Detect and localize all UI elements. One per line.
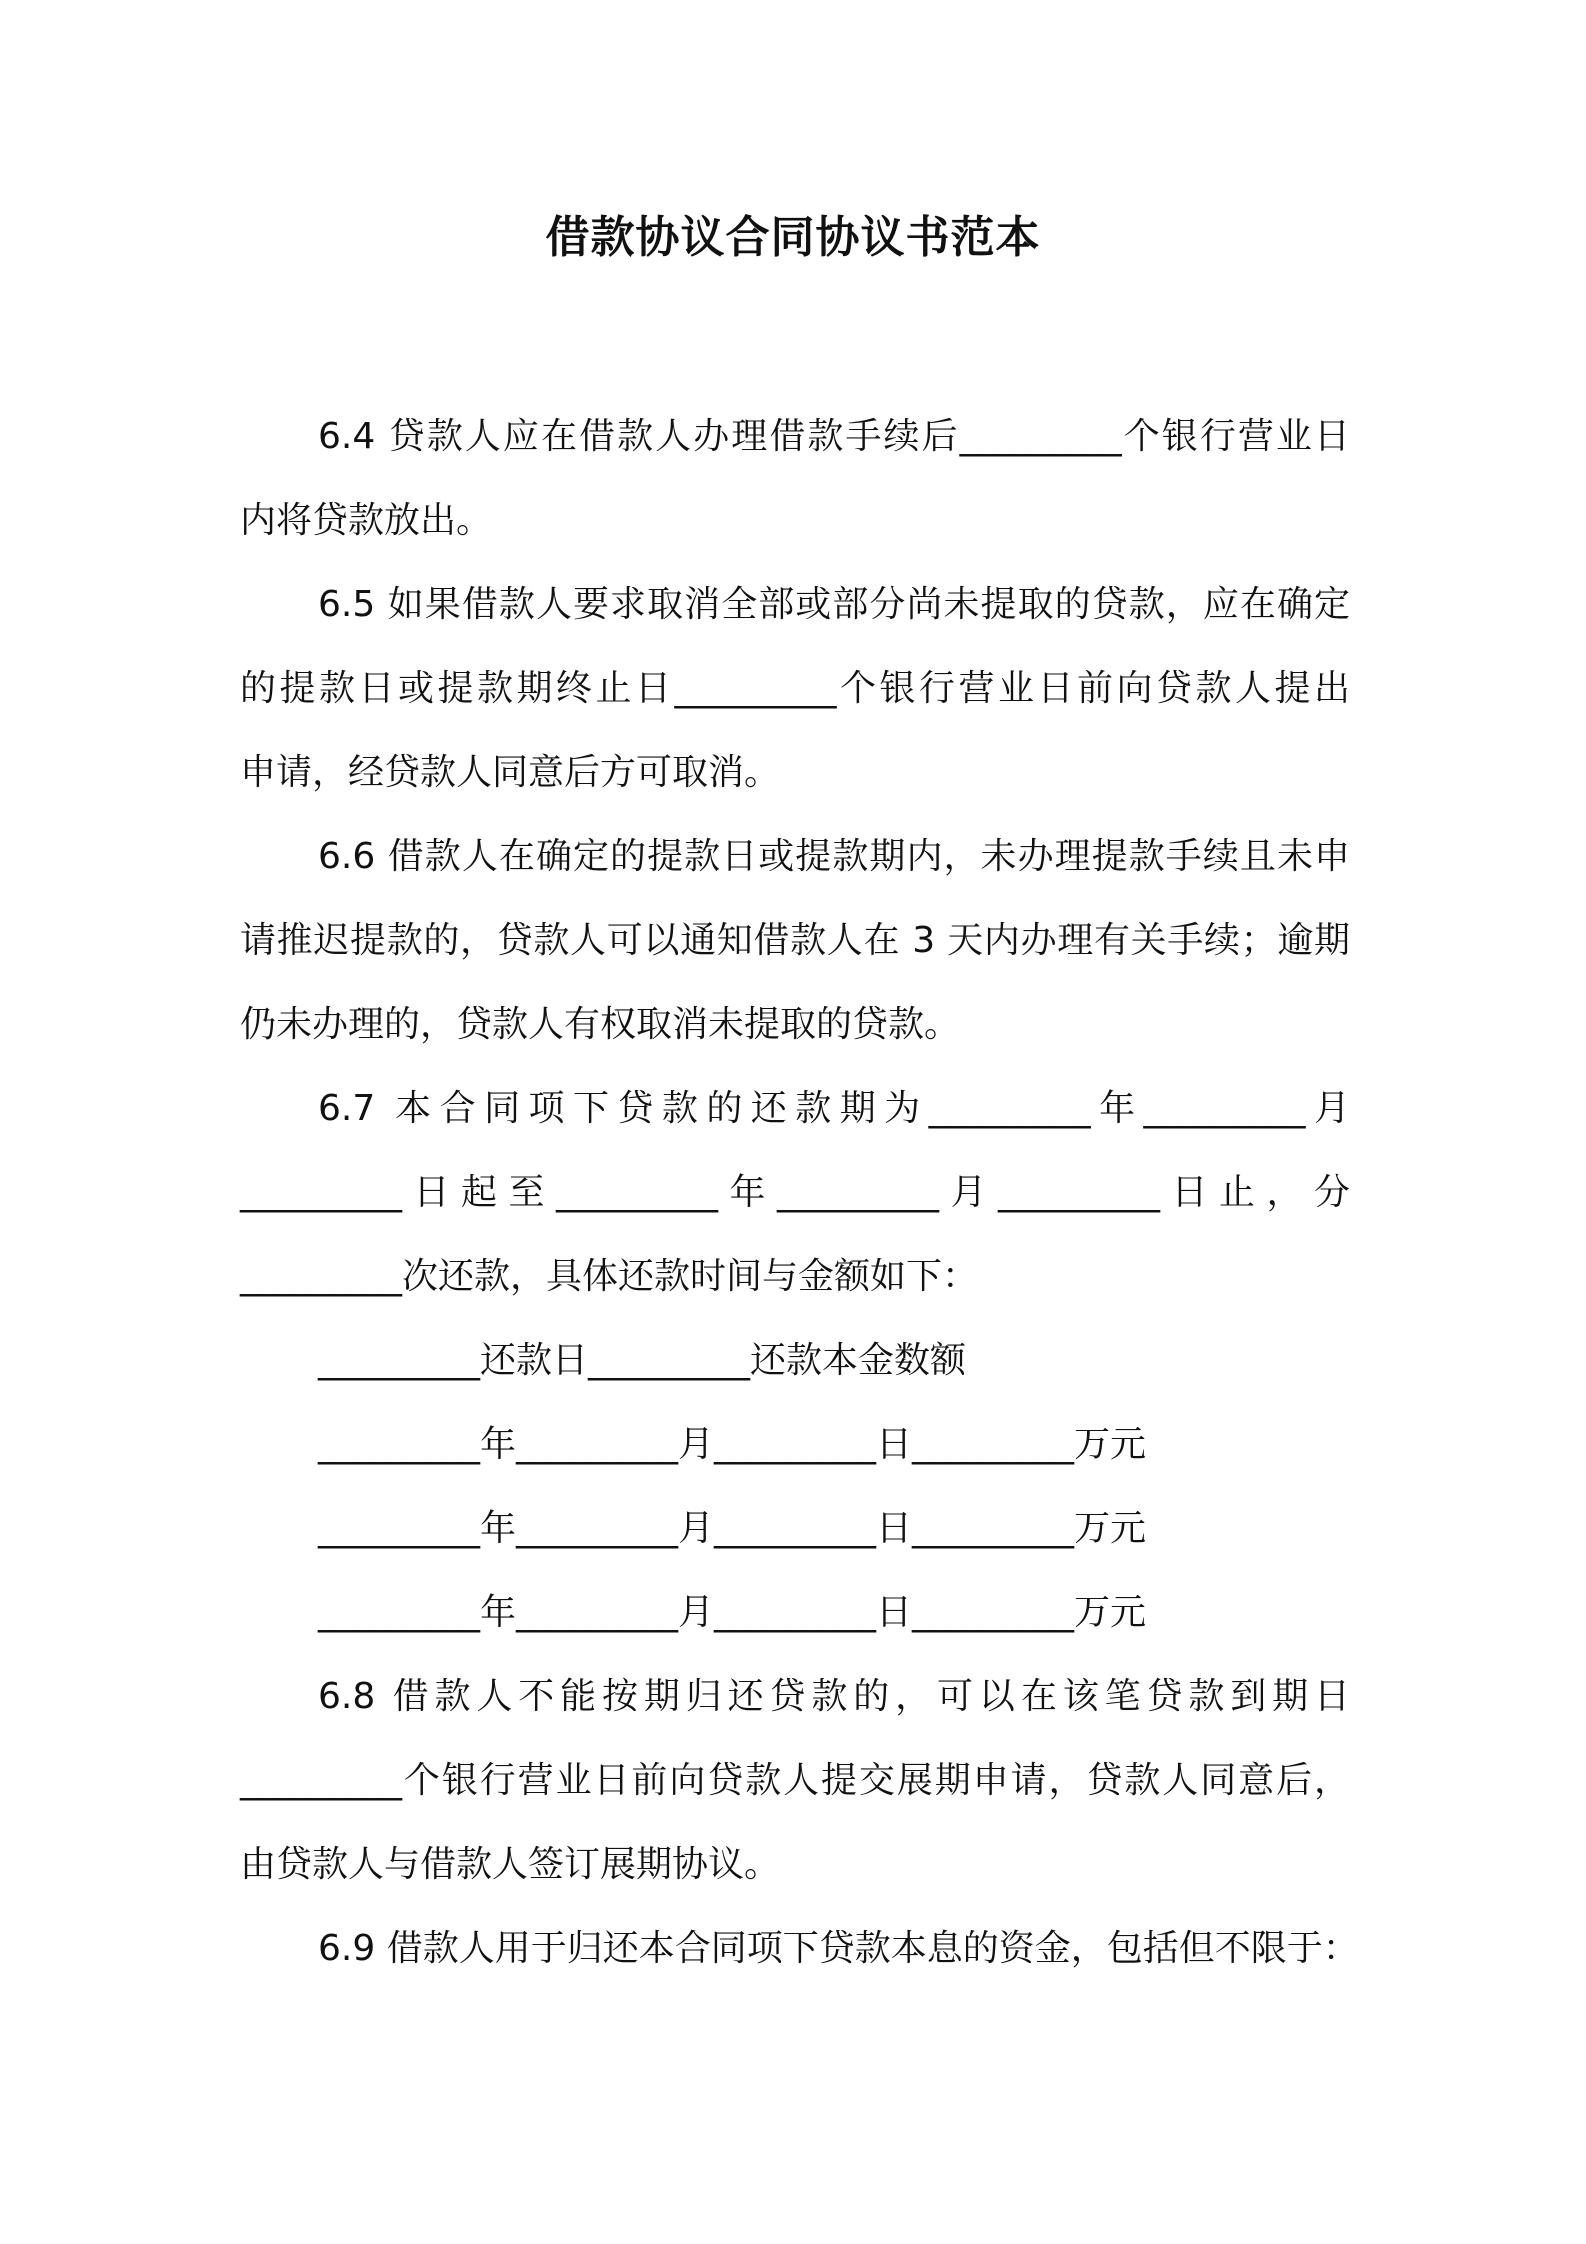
clause-6-9-line-1: 6.9 借款人用于归还本合同项下贷款本息的资金，包括但不限于：	[318, 1928, 1359, 1969]
clause-6-6-line-1: 6.6 借款人在确定的提款日或提款期内，未办理提款手续且未申	[318, 836, 1350, 877]
clause-6-8-line-3: 由贷款人与借款人签订展期协议。	[240, 1844, 781, 1885]
repayment-table-header: _________还款日_________还款本金数额	[318, 1340, 967, 1381]
clause-6-7-line-3: _________次还款，具体还款时间与金额如下：	[240, 1256, 979, 1297]
clause-6-5-line-3: 申请，经贷款人同意后方可取消。	[240, 752, 781, 793]
repayment-row-3: _________年_________月_________日_________万元	[318, 1592, 1146, 1633]
clause-6-4-line-1: 6.4 贷款人应在借款人办理借款手续后_________个银行营业日	[318, 416, 1350, 457]
clause-6-5-line-2: 的提款日或提款期终止日_________个银行营业日前向贷款人提出	[240, 668, 1350, 709]
repayment-row-2: _________年_________月_________日_________万元	[318, 1508, 1146, 1549]
repayment-row-1: _________年_________月_________日_________万元	[318, 1424, 1146, 1465]
clause-6-5-line-1: 6.5 如果借款人要求取消全部或部分尚未提取的贷款，应在确定	[318, 584, 1350, 625]
clause-6-6-line-3: 仍未办理的，贷款人有权取消未提取的贷款。	[240, 1004, 961, 1045]
clause-6-7-line-1: 6.7 本合同项下贷款的还款期为_________年_________月	[318, 1088, 1350, 1129]
clause-6-8-line-2: _________个银行营业日前向贷款人提交展期申请，贷款人同意后，	[240, 1760, 1350, 1801]
document-title: 借款协议合同协议书范本	[545, 212, 1041, 263]
clause-6-4-line-2: 内将贷款放出。	[240, 500, 493, 541]
clause-6-8-line-1: 6.8 借款人不能按期归还贷款的，可以在该笔贷款到期日	[318, 1676, 1350, 1717]
clause-6-6-line-2: 请推迟提款的，贷款人可以通知借款人在 3 天内办理有关手续；逾期	[240, 920, 1350, 961]
clause-6-7-line-2: _________日起至_________年_________月_________日止，分	[240, 1172, 1350, 1213]
